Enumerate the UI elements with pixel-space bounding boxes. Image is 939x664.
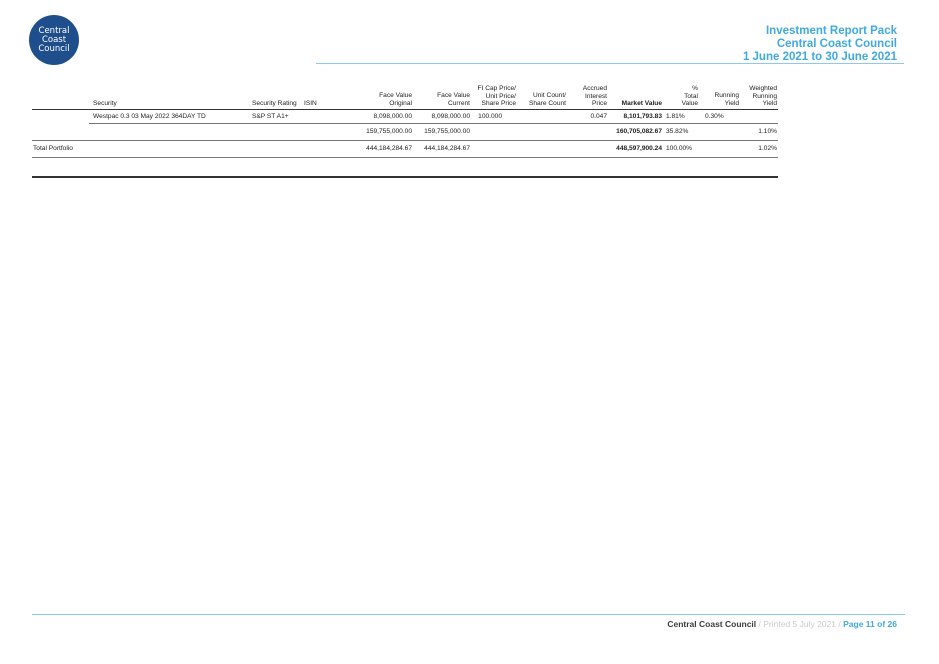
header-underline (32, 109, 778, 110)
page-footer (667, 619, 897, 629)
cell-rating: S&P ST A1+ (252, 113, 289, 120)
col-fv-current-l1: Face Value (437, 92, 470, 99)
cell-fv-original: 8,098,000.00 (373, 113, 412, 120)
col-security-rating: Security Rating (252, 100, 297, 107)
col-weighted-l1: Weighted (749, 85, 777, 92)
total-weighted-yield: 1.02% (758, 145, 777, 152)
subtotal-pct-total: 35.82% (666, 128, 689, 135)
cell-market-value: 8,101,793.83 (623, 113, 662, 120)
logo-line-3: Council (38, 43, 70, 54)
footer-printed: / Printed 5 July 2021 / (758, 619, 841, 629)
col-unit-count (516, 92, 566, 107)
col-unit-count-l2: Share Count (528, 99, 566, 107)
total-pct-total: 100.00% (666, 145, 693, 152)
col-running-yield (700, 92, 739, 107)
total-underline (32, 157, 778, 158)
logo-line-2: Coast (41, 34, 67, 45)
council-logo (29, 15, 79, 65)
total-label: Total Portfolio (33, 145, 73, 152)
col-fi-cap-l3: Share Price (481, 100, 516, 108)
subtotal-market-value: 160,705,082.67 (616, 128, 662, 135)
cell-security: Westpac 0.3 03 May 2022 364DAY TD (93, 113, 206, 120)
col-pct-total (664, 85, 698, 108)
col-market-value: Market Value (621, 100, 662, 107)
header-divider (316, 63, 904, 64)
cell-running-yield: 0.30% (705, 113, 724, 120)
total-fv-current: 444,184,284.67 (424, 145, 470, 152)
col-unit-count-l1: Unit Count/ (533, 92, 566, 99)
col-running-l1: Running (714, 92, 739, 99)
report-title: Investment Report Pack (765, 25, 897, 37)
col-accrued-l3: Price (591, 100, 607, 108)
subtotal-overline (89, 123, 778, 124)
total-fv-original: 444,184,284.67 (366, 145, 412, 152)
col-fv-current-l2: Current (448, 99, 470, 107)
footer-divider (32, 614, 905, 615)
cell-fi-cap-price: 100.000 (478, 113, 502, 120)
col-weighted-l3: Yield (762, 100, 777, 108)
col-isin: ISIN (304, 100, 317, 107)
col-accrued-l2: Interest (585, 92, 607, 100)
subtotal-fv-original: 159,755,000.00 (366, 128, 412, 135)
cell-fv-current: 8,098,000.00 (431, 113, 470, 120)
col-security: Security (93, 100, 117, 107)
col-fv-original-l2: Original (389, 99, 412, 107)
col-fi-cap-l2: Unit Price/ (485, 92, 516, 100)
report-org: Central Coast Council (776, 38, 897, 50)
col-weighted-running-yield (736, 85, 777, 108)
col-fv-original (352, 92, 412, 107)
table-bottom-rule (32, 176, 778, 178)
total-market-value: 448,597,900.24 (616, 145, 662, 152)
report-period: 1 June 2021 to 30 June 2021 (742, 51, 897, 63)
col-pct-l2: Total (684, 92, 698, 100)
col-fv-original-l1: Face Value (379, 92, 412, 99)
logo-line-1: Central (38, 25, 70, 36)
cell-pct-total: 1.81% (666, 113, 685, 120)
col-weighted-l2: Running (752, 92, 777, 100)
col-pct-l3: Value (681, 100, 698, 108)
cell-accrued: 0.047 (590, 113, 607, 120)
col-fi-cap-price (464, 85, 516, 108)
total-overline (32, 140, 778, 141)
report-header (743, 25, 897, 64)
col-running-l2: Yield (724, 99, 739, 107)
col-pct-l1: % (692, 85, 698, 92)
col-accrued-l1: Accrued (582, 85, 607, 92)
footer-org: Central Coast Council (667, 619, 757, 629)
col-fv-current (410, 92, 470, 107)
subtotal-weighted-yield: 1.10% (758, 128, 777, 135)
col-fi-cap-l1: FI Cap Price/ (477, 85, 516, 92)
footer-page-number: Page 11 of 26 (843, 619, 897, 629)
subtotal-fv-current: 159,755,000.00 (424, 128, 470, 135)
